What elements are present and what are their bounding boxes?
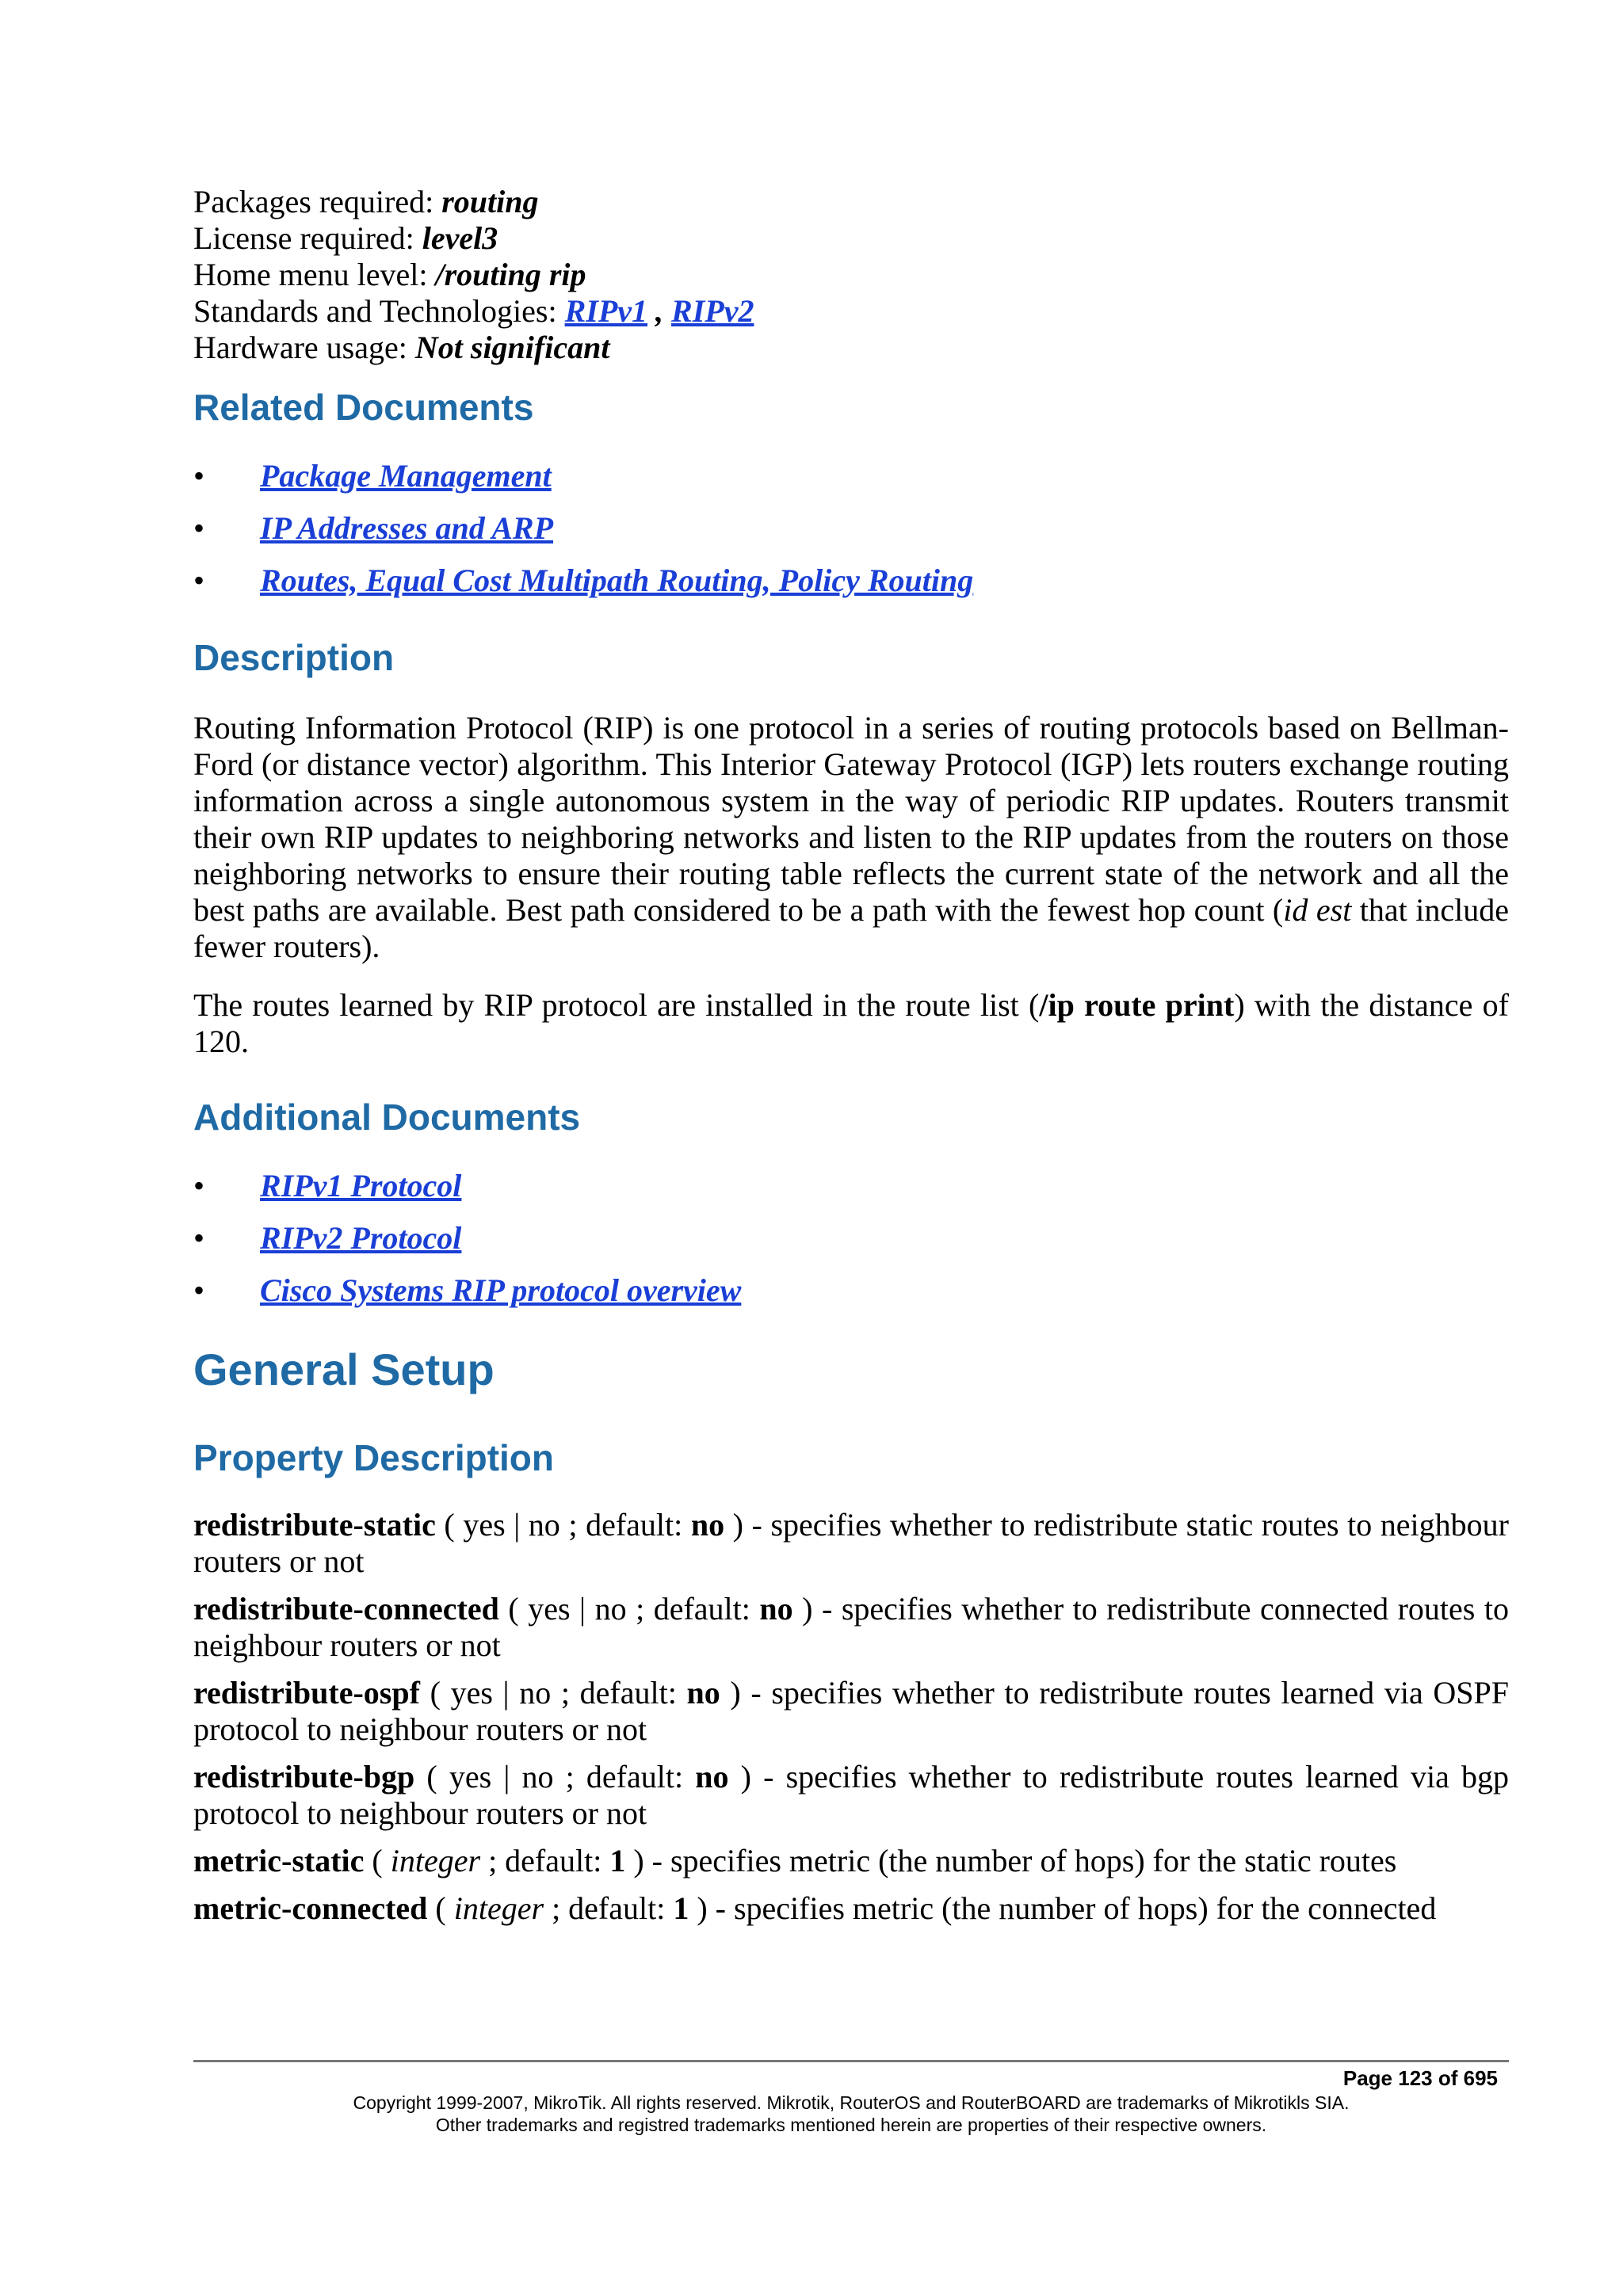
property-type: ( yes | no ; default: (419, 1675, 687, 1711)
property-default: no (690, 1507, 725, 1543)
additional-documents-list (193, 1160, 1509, 1317)
ip-addresses-link[interactable]: IP Addresses and ARP (260, 510, 554, 546)
footer-divider (193, 2060, 1509, 2062)
page-content (193, 184, 1509, 1927)
ripv2-link[interactable]: RIPv2 (671, 293, 754, 329)
copyright-notice (193, 2092, 1509, 2136)
property-description: ) - specifies whether to redistribute routes learned via OSPF protocol to neighbour routers or not (193, 1675, 1509, 1747)
license-label: License required: (193, 220, 414, 256)
ripv1-protocol-link[interactable]: RIPv1 Protocol (260, 1168, 462, 1203)
package-management-link[interactable]: Package Management (260, 458, 552, 494)
property-type: ( yes | no ; default: (498, 1591, 760, 1627)
property-default: 1 (609, 1843, 626, 1878)
property-type: ( yes | no ; default: (414, 1759, 696, 1794)
property-default-label: ; default: (480, 1843, 610, 1878)
additional-documents-heading: Additional Documents (193, 1097, 581, 1138)
property-list (193, 1507, 1509, 1927)
copyright-line-1: Copyright 1999-2007, MikroTik. All rights reserved. Mikrotik, RouterOS and RouterBOARD are trademarks of Mikrotikls SIA. (353, 2092, 1350, 2113)
property-name: metric-connected (193, 1890, 428, 1926)
property-default: no (695, 1759, 729, 1794)
description-text-end: that include fewer routers). (193, 892, 1510, 964)
property-description-heading: Property Description (193, 1437, 554, 1478)
license-line (193, 220, 1509, 257)
home-menu-value: /routing rip (435, 257, 586, 292)
description-italic: id est (1283, 892, 1352, 928)
property-item (193, 1759, 1509, 1832)
route-text: The routes learned by RIP protocol are installed in the route list ( (193, 987, 1040, 1023)
standards-line (193, 293, 1509, 330)
page-number: Page 123 of 695 (1342, 2066, 1498, 2090)
property-type: ( yes | no ; default: (435, 1507, 691, 1543)
list-item (193, 502, 1509, 555)
hardware-value: Not significant (414, 330, 610, 365)
bullet: • (193, 1272, 205, 1308)
home-menu-label: Home menu level: (193, 257, 428, 292)
bullet: • (193, 563, 205, 598)
property-description: ) - specifies metric (the number of hops) for the connected (689, 1890, 1437, 1926)
list-item (193, 1212, 1509, 1264)
standards-separator: , (655, 293, 664, 329)
home-menu-line (193, 257, 1509, 293)
property-item (193, 1507, 1509, 1580)
bullet: • (193, 1168, 205, 1203)
bullet: • (193, 1220, 205, 1256)
cisco-rip-overview-link[interactable]: Cisco Systems RIP protocol overview (260, 1272, 742, 1308)
route-text-end: ) with the distance of 120. (193, 987, 1510, 1059)
property-description: ) - specifies whether to redistribute connected routes to neighbour routers or not (193, 1591, 1509, 1663)
property-default: no (759, 1591, 793, 1627)
route-command: /ip route print (1039, 987, 1235, 1023)
property-type: integer (453, 1890, 544, 1926)
hardware-line (193, 330, 1509, 366)
property-open: ( (427, 1890, 454, 1926)
property-description: ) - specifies metric (the number of hops) for the static routes (625, 1843, 1397, 1878)
routes-link[interactable]: Routes, Equal Cost Multipath Routing, Policy Routing (260, 563, 974, 598)
list-item (193, 555, 1509, 607)
standards-label: Standards and Technologies: (193, 293, 557, 329)
description-heading: Description (193, 637, 395, 678)
property-open: ( (364, 1843, 391, 1878)
property-item (193, 1890, 1509, 1927)
property-name: redistribute-connected (193, 1591, 499, 1627)
ripv1-link[interactable]: RIPv1 (564, 293, 648, 329)
ripv2-protocol-link[interactable]: RIPv2 Protocol (260, 1220, 462, 1256)
related-documents-heading: Related Documents (193, 387, 534, 428)
list-item (193, 450, 1509, 502)
property-default: no (686, 1675, 720, 1711)
license-value: level3 (422, 220, 498, 256)
property-default-label: ; default: (544, 1890, 674, 1926)
property-type: integer (390, 1843, 481, 1878)
property-name: redistribute-static (193, 1507, 436, 1543)
description-text: Routing Information Protocol (RIP) is one protocol in a series of routing protocols based on Bellman-Ford (or distance vector) algorithm. This Interior Gateway Protocol (IGP) lets routers exchange routing information across a single autonomous system in the way of periodic RIP updates. Routers transmit their own RIP updates to neighboring networks and listen to the RIP updates from the routers on those neighboring networks to ensure their routing table reflects the current state of the network and all the best paths are available. Best path considered to be a path with the fewest hop count ( (193, 710, 1509, 928)
bullet: • (193, 458, 205, 494)
description-paragraph-2 (193, 987, 1509, 1060)
property-description: ) - specifies whether to redistribute routes learned via bgp protocol to neighbour routers or not (193, 1759, 1509, 1831)
meta-block (193, 184, 1509, 366)
packages-line (193, 184, 1509, 220)
description-paragraph-1 (193, 710, 1509, 965)
hardware-label: Hardware usage: (193, 330, 407, 365)
bullet: • (193, 510, 205, 546)
list-item (193, 1160, 1509, 1212)
property-item (193, 1843, 1509, 1879)
general-setup-heading: General Setup (193, 1344, 495, 1394)
related-documents-list (193, 450, 1509, 607)
property-name: redistribute-ospf (193, 1675, 420, 1711)
list-item (193, 1264, 1509, 1317)
property-item (193, 1675, 1509, 1748)
packages-value: routing (441, 184, 539, 219)
copyright-line-2: Other trademarks and registred trademarks mentioned herein are properties of their respective owners. (435, 2115, 1267, 2135)
property-item (193, 1591, 1509, 1664)
property-name: redistribute-bgp (193, 1759, 415, 1794)
property-default: 1 (673, 1890, 689, 1926)
property-name: metric-static (193, 1843, 365, 1878)
property-description: ) - specifies whether to redistribute static routes to neighbour routers or not (193, 1507, 1509, 1579)
packages-label: Packages required: (193, 184, 434, 219)
